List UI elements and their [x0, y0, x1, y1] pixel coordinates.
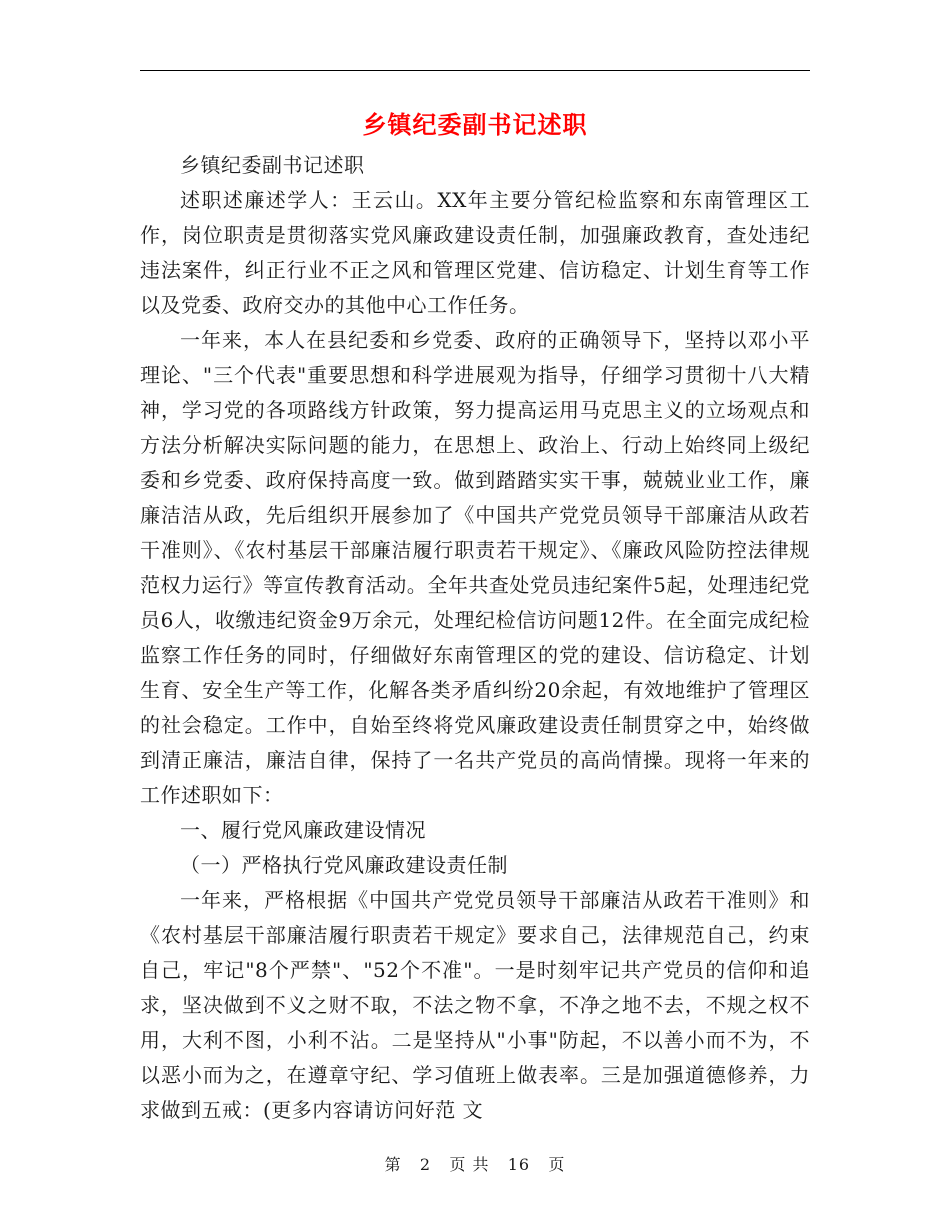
paragraph-summary: 一年来，本人在县纪委和乡党委、政府的正确领导下，坚持以邓小平理论、"三个代表"重要思想和科学进展观为指导，仔细学习贯彻十八大精神，学习党的各项路线方针政策，努力提高运用马克思主义的立场观点和方法分析解决实际问题的能力，在思想上、政治上、行动上始终同上级纪委和乡党委、政府保持高度一致。做到踏踏实实干事，兢兢业业工作，廉廉洁洁从政，先后组织开展参加了《中国共产党党员领导干部廉洁从政若干准则》、《农村基层干部廉洁履行职责若干规定》、《廉政风险防控法律规范权力运行》等宣传教育活动。全年共查处党员违纪案件5起，处理违纪党员6人，收缴违纪资金9万余元，处理纪检信访问题12件。在全面完成纪检监察工作任务的同时，仔细做好东南管理区的党的建设、信访稳定、计划生育、安全生产等工作，化解各类矛盾纠纷20余起，有效地维护了管理区的社会稳定。工作中，自始至终将党风廉政建设责任制贯穿之中，始终做到清正廉洁，廉洁自律，保持了一名共产党员的高尚情操。现将一年来的工作述职如下： — [140, 328, 810, 807]
footer-total-pages: 16 — [507, 1155, 531, 1174]
section-heading-1: 一、履行党风廉政建设情况 — [180, 818, 426, 842]
footer-suffix: 页 — [548, 1155, 566, 1174]
footer-prefix: 第 — [384, 1155, 402, 1174]
subsection-heading-1: （一）严格执行党风廉政建设责任制 — [180, 853, 508, 877]
paragraph-intro: 述职述廉述学人：王云山。XX年主要分管纪检监察和东南管理区工作，岗位职责是贯彻落实党风廉政建设责任制，加强廉政教育，查处违纪违法案件，纠正行业不正之风和管理区党建、信访稳定、计划生育等工作以及党委、政府交办的其他中心工作任务。 — [140, 188, 810, 317]
document-title: 乡镇纪委副书记述职 — [362, 110, 588, 139]
footer-middle: 页 共 — [449, 1155, 490, 1174]
document-body — [140, 148, 810, 1128]
paragraph-responsibility: 一年来，严格根据《中国共产党党员领导干部廉洁从政若干准则》和《农村基层干部廉洁履行职责若干规定》要求自己，法律规范自己，约束自己，牢记"8个严禁"、"52个不准"。一是时刻牢记共产党员的信仰和追求，坚决做到不义之财不取，不法之物不拿，不净之地不去，不规之权不用，大利不图，小利不沾。二是坚持从"小事"防起，不以善小而不为，不以恶小而为之，在遵章守纪、学习值班上做表率。三是加强道德修养，力求做到五戒：(更多内容请访问好范 文 — [140, 888, 810, 1122]
paragraph-subtitle: 乡镇纪委副书记述职 — [180, 153, 365, 177]
page-footer — [140, 1152, 810, 1175]
header-rule — [140, 70, 810, 71]
footer-current-page: 2 — [419, 1155, 432, 1174]
